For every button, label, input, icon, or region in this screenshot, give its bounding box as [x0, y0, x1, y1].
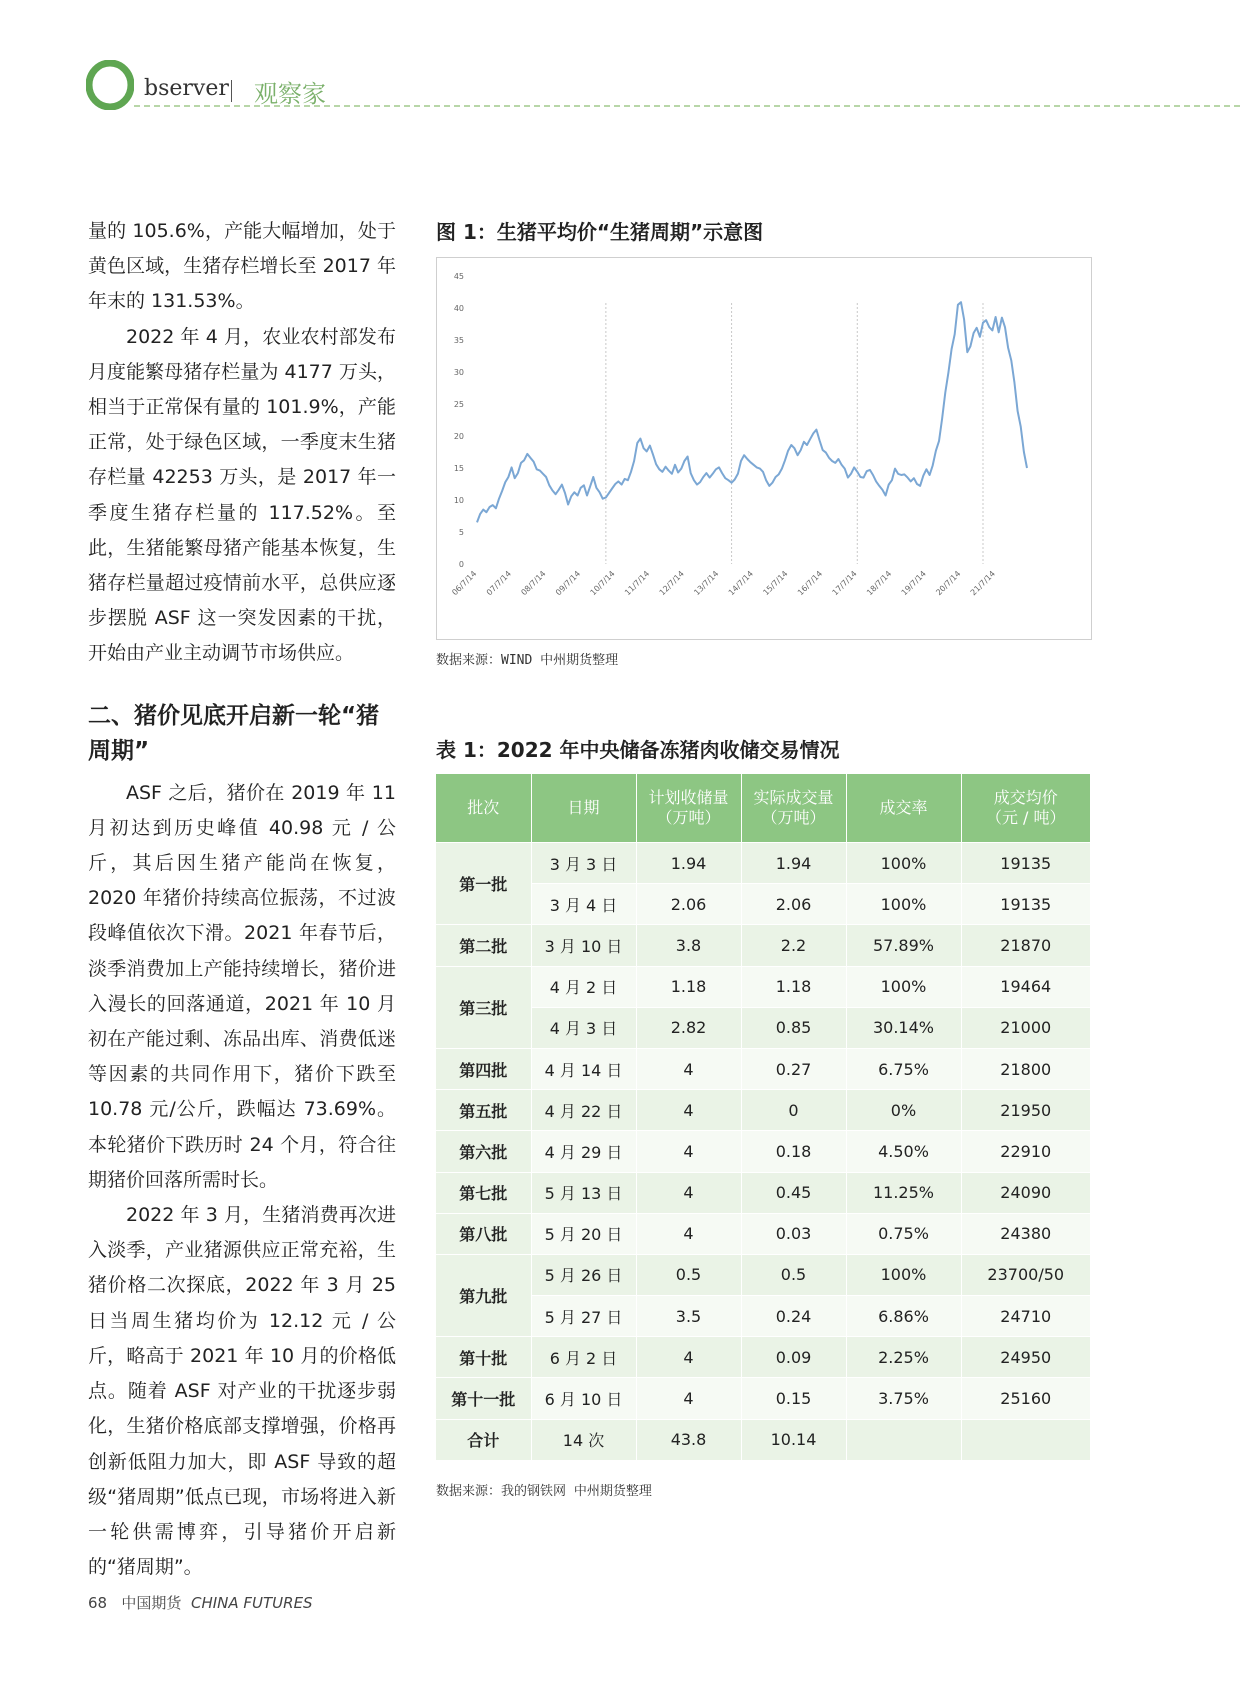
- pig-price-chart-svg: [437, 258, 1091, 639]
- date-cell: 4 月 29 日: [531, 1131, 636, 1172]
- rate-cell: 6.86%: [846, 1296, 961, 1337]
- reserve-pork-table: [436, 774, 1090, 1460]
- planned-cell: 4: [636, 1131, 741, 1172]
- y-tick-label: 15: [453, 464, 464, 473]
- header-dashed-rule: [134, 105, 1240, 107]
- page-footer: [88, 1592, 313, 1613]
- x-tick-label: 20/7/14: [934, 569, 963, 598]
- rate-cell: 30.14%: [846, 1007, 961, 1048]
- x-tick-label: 10/7/14: [588, 569, 617, 598]
- date-cell: 6 月 2 日: [531, 1337, 636, 1378]
- table-row: [436, 925, 1090, 966]
- y-tick-label: 25: [453, 400, 464, 409]
- price-cell: 23700/50: [961, 1254, 1090, 1295]
- actual-cell: 0.45: [741, 1172, 846, 1213]
- batch-cell: 第一批: [436, 843, 531, 925]
- x-tick-label: 16/7/14: [795, 569, 825, 598]
- price-cell: 22910: [961, 1131, 1090, 1172]
- x-tick-label: 14/7/14: [726, 569, 755, 598]
- pig-price-chart: [436, 257, 1092, 640]
- table-row: [436, 1172, 1090, 1213]
- x-tick-label: 21/7/14: [968, 569, 997, 598]
- total-actual-cell: 10.14: [741, 1419, 846, 1460]
- price-cell: 25160: [961, 1378, 1090, 1419]
- actual-cell: 1.94: [741, 843, 846, 884]
- planned-cell: 4: [636, 1048, 741, 1089]
- actual-cell: 0: [741, 1090, 846, 1131]
- date-cell: 5 月 26 日: [531, 1254, 636, 1295]
- price-cell: 19464: [961, 966, 1090, 1007]
- footer-brand-cn: 中国期货: [121, 1594, 182, 1612]
- batch-cell: 第九批: [436, 1254, 531, 1336]
- x-tick-label: 18/7/14: [865, 569, 894, 598]
- page-number: 68: [88, 1594, 108, 1612]
- table-row: [436, 1378, 1090, 1419]
- x-tick-label: 09/7/14: [553, 569, 583, 598]
- table-row: [436, 1007, 1090, 1048]
- total-label-cell: 合计: [436, 1419, 531, 1460]
- date-cell: 4 月 2 日: [531, 966, 636, 1007]
- table-row: [436, 843, 1090, 884]
- y-tick-label: 0: [458, 560, 464, 569]
- rate-cell: 3.75%: [846, 1378, 961, 1419]
- footer-brand-en: CHINA FUTURES: [190, 1594, 313, 1612]
- planned-cell: 0.5: [636, 1254, 741, 1295]
- figure-1-title: 图 1：生猪平均价“生猪周期”示意图: [436, 220, 764, 244]
- rate-cell: 100%: [846, 1254, 961, 1295]
- header-actual: 实际成交量 （万吨）: [741, 774, 846, 843]
- left-column: [88, 214, 396, 1585]
- date-cell: 3 月 4 日: [531, 884, 636, 925]
- y-tick-label: 30: [453, 368, 464, 377]
- x-tick-label: 13/7/14: [692, 569, 721, 598]
- actual-cell: 0.15: [741, 1378, 846, 1419]
- rate-cell: 100%: [846, 884, 961, 925]
- batch-cell: 第十批: [436, 1337, 531, 1378]
- planned-cell: 4: [636, 1172, 741, 1213]
- price-cell: 21000: [961, 1007, 1090, 1048]
- total-rate-cell: [846, 1419, 961, 1460]
- actual-cell: 1.18: [741, 966, 846, 1007]
- date-cell: 3 月 10 日: [531, 925, 636, 966]
- date-cell: 5 月 20 日: [531, 1213, 636, 1254]
- table-row: [436, 1254, 1090, 1295]
- y-tick-label: 20: [453, 432, 464, 441]
- batch-cell: 第七批: [436, 1172, 531, 1213]
- planned-cell: 3.5: [636, 1296, 741, 1337]
- x-tick-label: 17/7/14: [830, 569, 859, 598]
- header-price: 成交均价 （元 / 吨）: [961, 774, 1090, 843]
- total-planned-cell: 43.8: [636, 1419, 741, 1460]
- batch-cell: 第四批: [436, 1048, 531, 1089]
- price-cell: 24380: [961, 1213, 1090, 1254]
- actual-cell: 2.2: [741, 925, 846, 966]
- planned-cell: 4: [636, 1378, 741, 1419]
- x-tick-label: 11/7/14: [623, 569, 652, 598]
- planned-cell: 1.18: [636, 966, 741, 1007]
- rate-cell: 100%: [846, 843, 961, 884]
- paragraph-3: ASF 之后，猪价在 2019 年 11 月初达到历史峰值 40.98 元 / 公斤，其后因生猪产能尚在恢复，2020 年猪价持续高位振荡，不过波段峰值依次下滑。2021 年春节后，淡季消费加上产能持续增长，猪价进入漫长的回落通道，2021 年 10 月初在产能过剩、冻品出库、消费低迷等因素的共同作用下，猪价下跌至 10.78 元/公斤，跌幅达 73.69%。本轮猪价下跌历时 24 个月，符合往期猪价回落所需时长。: [88, 781, 396, 1191]
- actual-cell: 0.09: [741, 1337, 846, 1378]
- table-header-row: [436, 774, 1090, 843]
- batch-cell: 第二批: [436, 925, 531, 966]
- actual-cell: 2.06: [741, 884, 846, 925]
- section-2-heading: 二、猪价见底开启新一轮“猪周期”: [88, 702, 380, 764]
- header-observer-word: bserver: [144, 76, 229, 101]
- table-row: [436, 884, 1090, 925]
- planned-cell: 4: [636, 1090, 741, 1131]
- table-row: [436, 1131, 1090, 1172]
- header-planned: 计划收储量 （万吨）: [636, 774, 741, 843]
- date-cell: 4 月 22 日: [531, 1090, 636, 1131]
- rate-cell: 11.25%: [846, 1172, 961, 1213]
- price-cell: 24710: [961, 1296, 1090, 1337]
- date-cell: 6 月 10 日: [531, 1378, 636, 1419]
- table-1-title: 表 1：2022 年中央储备冻猪肉收储交易情况: [436, 738, 840, 762]
- planned-cell: 3.8: [636, 925, 741, 966]
- x-tick-label: 07/7/14: [484, 569, 513, 598]
- header-rate: 成交率: [846, 774, 961, 843]
- price-cell: 24090: [961, 1172, 1090, 1213]
- y-tick-label: 5: [458, 528, 464, 537]
- rate-cell: 57.89%: [846, 925, 961, 966]
- table-row: [436, 1337, 1090, 1378]
- date-cell: 4 月 14 日: [531, 1048, 636, 1089]
- planned-cell: 4: [636, 1337, 741, 1378]
- header-separator: [231, 80, 232, 102]
- total-count-cell: 14 次: [531, 1419, 636, 1460]
- total-price-cell: [961, 1419, 1090, 1460]
- figure-1-source: 数据来源：WIND 中州期货整理: [436, 653, 619, 668]
- header-batch: 批次: [436, 774, 531, 843]
- table-row: [436, 1090, 1090, 1131]
- date-cell: 3 月 3 日: [531, 843, 636, 884]
- x-tick-label: 06/7/14: [450, 569, 479, 598]
- table-1-source: 数据来源：我的钢铁网 中州期货整理: [436, 1484, 652, 1499]
- batch-cell: 第十一批: [436, 1378, 531, 1419]
- table-row: [436, 1048, 1090, 1089]
- actual-cell: 0.85: [741, 1007, 846, 1048]
- date-cell: 5 月 27 日: [531, 1296, 636, 1337]
- x-tick-label: 15/7/14: [761, 569, 790, 598]
- table-row: [436, 1296, 1090, 1337]
- date-cell: 4 月 3 日: [531, 1007, 636, 1048]
- actual-cell: 0.03: [741, 1213, 846, 1254]
- header-column-title: 观察家: [254, 80, 326, 108]
- planned-cell: 2.82: [636, 1007, 741, 1048]
- y-tick-label: 45: [453, 272, 464, 281]
- batch-cell: 第五批: [436, 1090, 531, 1131]
- paragraph-4: 2022 年 3 月，生猪消费再次进入淡季，产业猪源供应正常充裕，生猪价格二次探底，2022 年 3 月 25 日当周生猪均价为 12.12 元 / 公斤，略高于 2021 年 10 月的价格低点。随着 ASF 对产业的干扰逐步弱化，生猪价格底部支撑增强，价格再创新低阻力加大，即 ASF 导致的超级“猪周期”低点已现，市场将进入新一轮供需博弈，引导猪价开启新的“猪周期”。: [88, 1204, 396, 1579]
- y-tick-label: 10: [453, 496, 464, 505]
- actual-cell: 0.5: [741, 1254, 846, 1295]
- batch-cell: 第三批: [436, 966, 531, 1048]
- planned-cell: 2.06: [636, 884, 741, 925]
- x-tick-label: 08/7/14: [519, 569, 548, 598]
- table-total-row: [436, 1419, 1090, 1460]
- y-tick-label: 35: [453, 336, 464, 345]
- rate-cell: 4.50%: [846, 1131, 961, 1172]
- planned-cell: 1.94: [636, 843, 741, 884]
- paragraph-2: 2022 年 4 月，农业农村部发布月度能繁母猪存栏量为 4177 万头，相当于正常保有量的 101.9%，产能正常，处于绿色区域，一季度末生猪存栏量 42253 万头，是 2017 年一季度生猪存栏量的 117.52%。至此，生猪能繁母猪产能基本恢复，生猪存栏量超过疫情前水平，总供应逐步摆脱 ASF 这一突发因素的干扰，开始由产业主动调节市场供应。: [88, 325, 396, 665]
- paragraph-1: 量的 105.6%，产能大幅增加，处于黄色区域，生猪存栏增长至 2017 年年末的 131.53%。: [88, 220, 396, 313]
- actual-cell: 0.27: [741, 1048, 846, 1089]
- batch-cell: 第六批: [436, 1131, 531, 1172]
- x-tick-label: 12/7/14: [657, 569, 686, 598]
- pig-price-series-line: [477, 302, 1027, 522]
- price-cell: 21800: [961, 1048, 1090, 1089]
- price-cell: 21950: [961, 1090, 1090, 1131]
- planned-cell: 4: [636, 1213, 741, 1254]
- rate-cell: 0%: [846, 1090, 961, 1131]
- rate-cell: 2.25%: [846, 1337, 961, 1378]
- date-cell: 5 月 13 日: [531, 1172, 636, 1213]
- price-cell: 19135: [961, 843, 1090, 884]
- rate-cell: 100%: [846, 966, 961, 1007]
- rate-cell: 6.75%: [846, 1048, 961, 1089]
- rate-cell: 0.75%: [846, 1213, 961, 1254]
- table-row: [436, 966, 1090, 1007]
- price-cell: 24950: [961, 1337, 1090, 1378]
- actual-cell: 0.24: [741, 1296, 846, 1337]
- price-cell: 21870: [961, 925, 1090, 966]
- x-tick-label: 19/7/14: [899, 569, 928, 598]
- y-tick-label: 40: [453, 304, 464, 313]
- price-cell: 19135: [961, 884, 1090, 925]
- observer-logo-o: [86, 60, 134, 110]
- header-date: 日期: [531, 774, 636, 843]
- actual-cell: 0.18: [741, 1131, 846, 1172]
- batch-cell: 第八批: [436, 1213, 531, 1254]
- table-row: [436, 1213, 1090, 1254]
